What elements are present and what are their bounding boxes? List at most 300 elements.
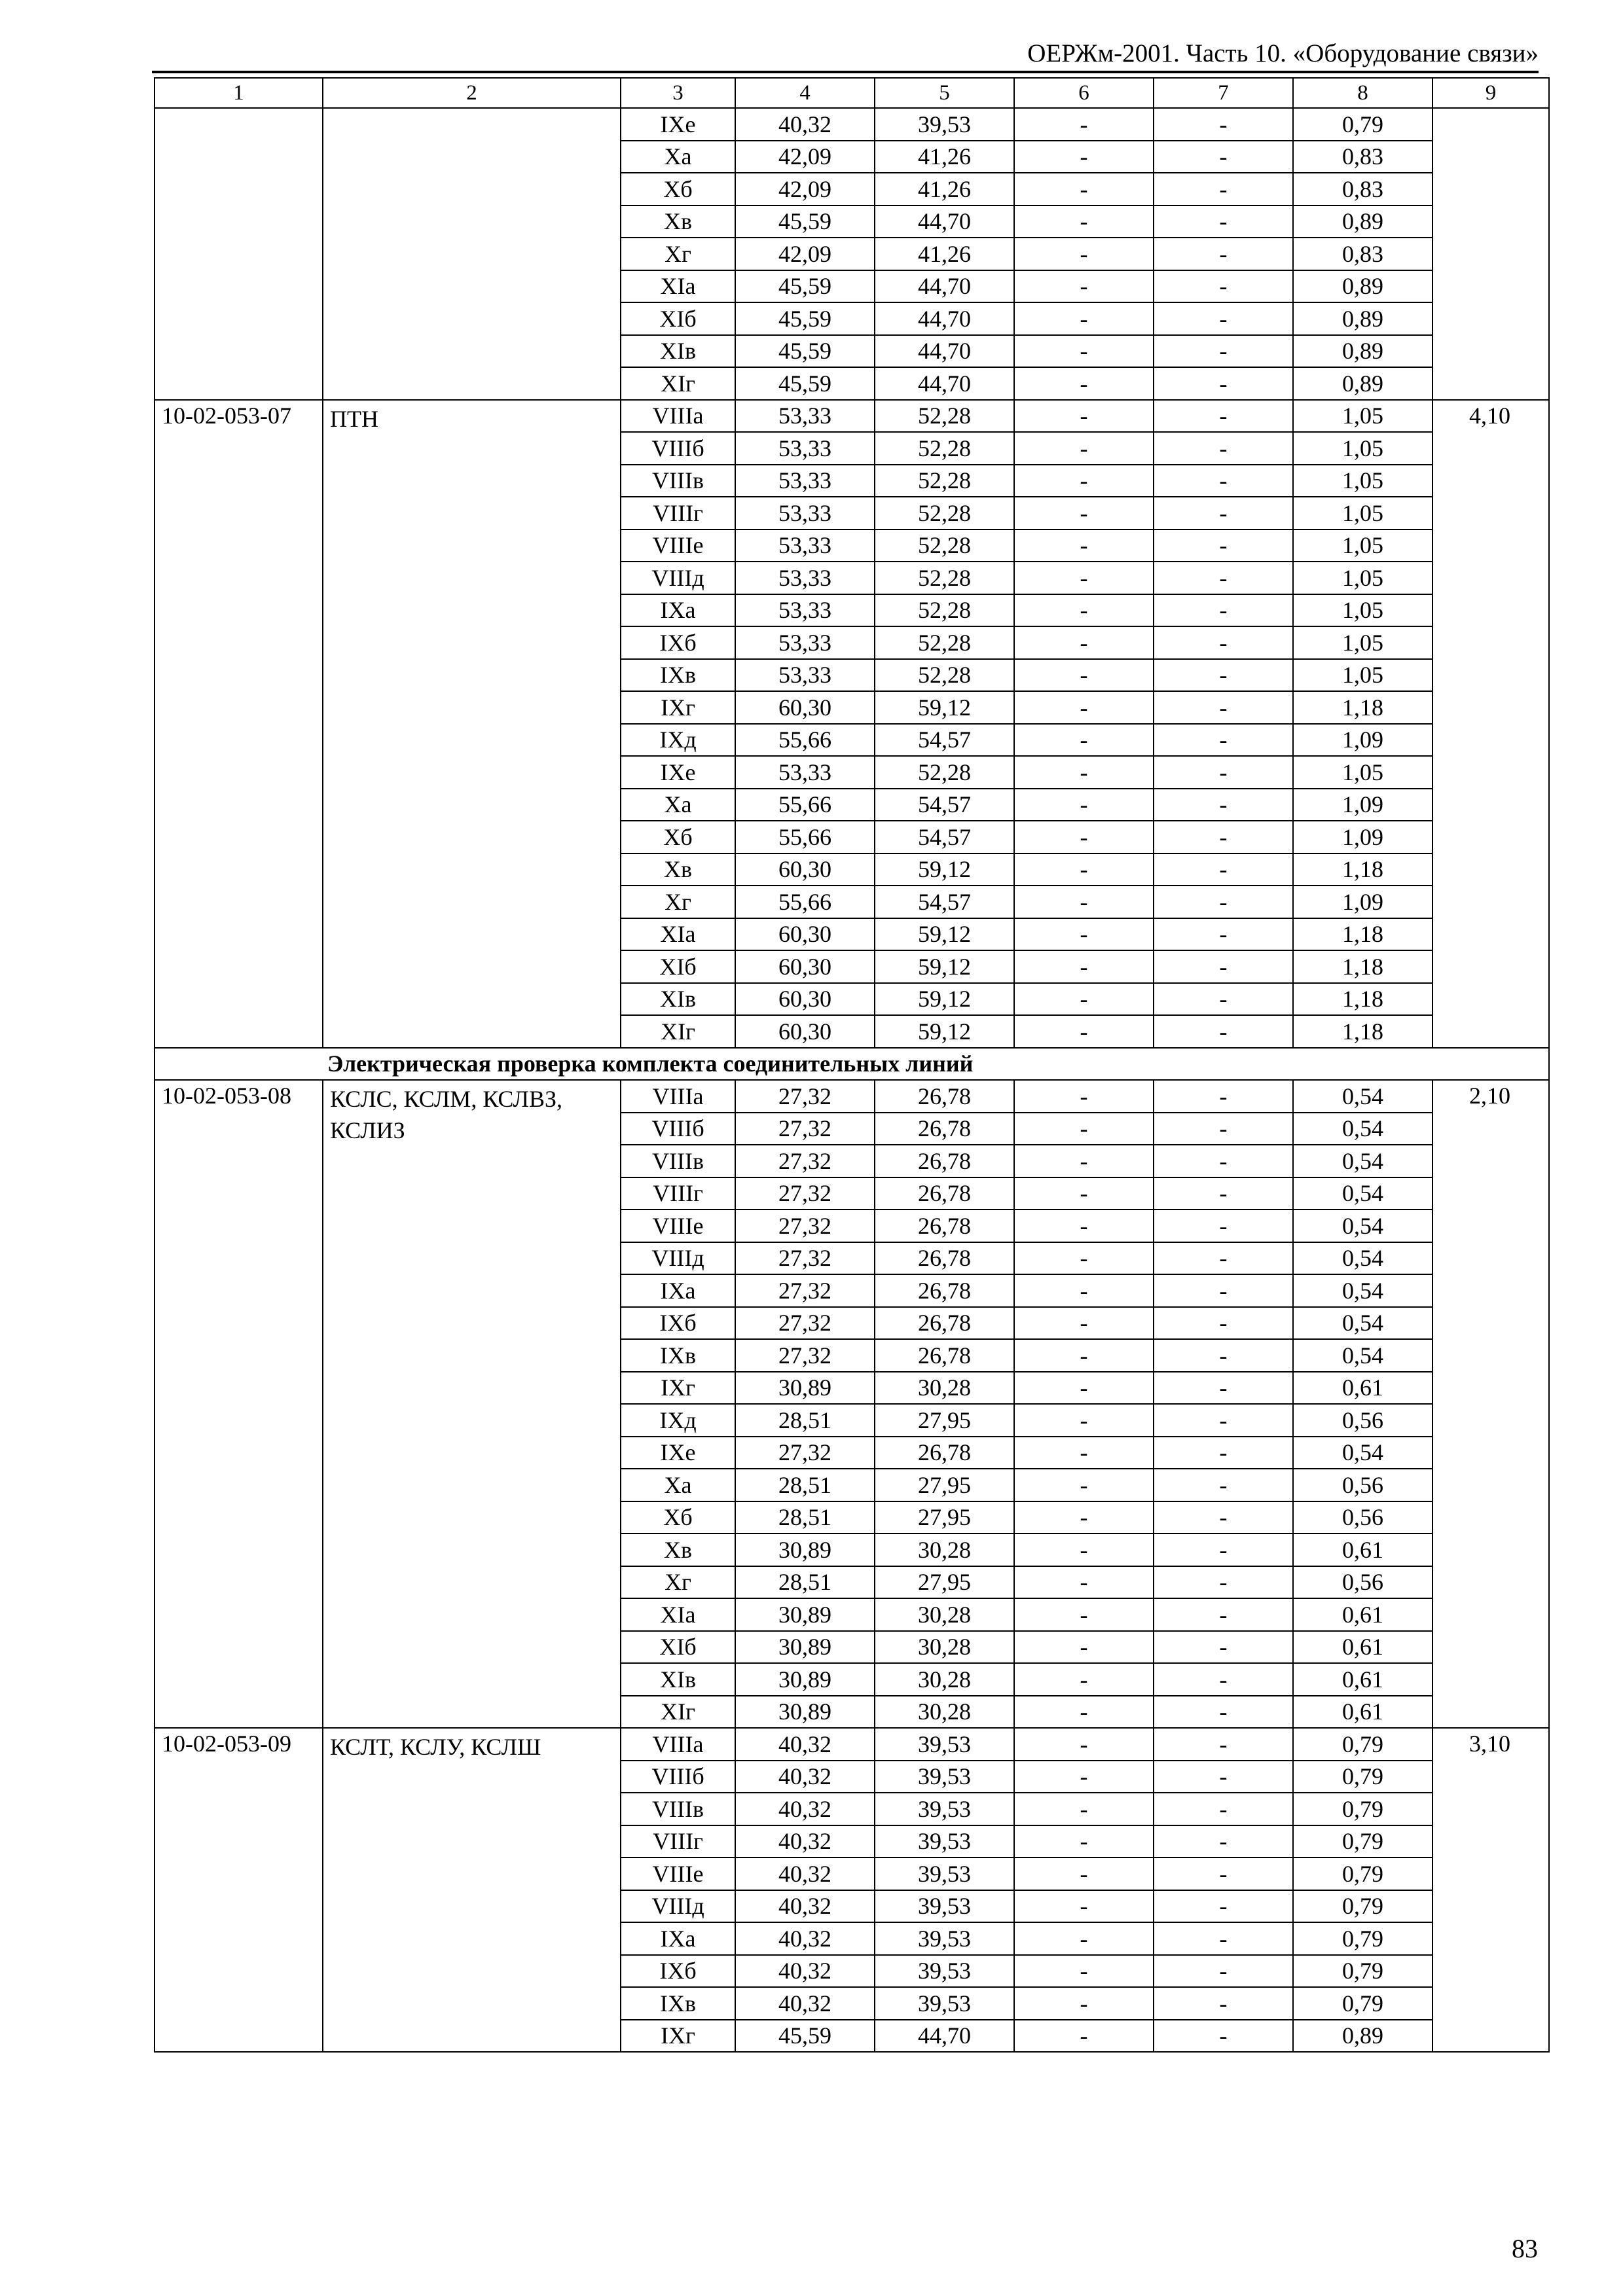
category-cell: IXв (621, 1339, 735, 1372)
value-cell: - (1014, 1372, 1154, 1405)
value-cell: - (1154, 1598, 1293, 1631)
rate-code: 10-02-053-08 (155, 1080, 323, 1728)
value-cell: - (1014, 1113, 1154, 1145)
value-cell: 53,33 (735, 594, 875, 627)
value-cell: - (1154, 1890, 1293, 1923)
value-cell: 1,05 (1293, 756, 1432, 789)
value-cell: 1,05 (1293, 562, 1432, 594)
value-cell: 30,89 (735, 1631, 875, 1664)
value-cell: 52,28 (875, 756, 1014, 789)
value-cell: 39,53 (875, 1987, 1014, 2020)
category-cell: XIг (621, 1015, 735, 1048)
value-cell: 55,66 (735, 821, 875, 853)
value-cell: - (1014, 1631, 1154, 1664)
value-cell: 52,28 (875, 562, 1014, 594)
category-cell: IXa (621, 1274, 735, 1307)
category-cell: XIб (621, 1631, 735, 1664)
category-cell: XIг (621, 367, 735, 400)
category-cell: XIв (621, 983, 735, 1016)
value-cell: 60,30 (735, 853, 875, 886)
value-cell: 26,78 (875, 1113, 1014, 1145)
value-cell: 0,79 (1293, 1922, 1432, 1955)
value-cell: - (1014, 918, 1154, 951)
value-cell: - (1154, 1437, 1293, 1469)
value-cell: 44,70 (875, 206, 1014, 238)
value-cell: - (1014, 950, 1154, 983)
value-cell: 0,89 (1293, 2020, 1432, 2053)
value-cell: 0,79 (1293, 1890, 1432, 1923)
category-cell: Xг (621, 238, 735, 270)
value-cell: 53,33 (735, 400, 875, 433)
value-cell: 45,59 (735, 2020, 875, 2053)
value-cell: 0,54 (1293, 1339, 1432, 1372)
category-cell: IXa (621, 1922, 735, 1955)
value-cell: - (1014, 2020, 1154, 2053)
value-cell: - (1154, 1663, 1293, 1696)
category-cell: Xв (621, 1534, 735, 1566)
column-header: 7 (1154, 78, 1293, 108)
value-cell: - (1014, 626, 1154, 659)
value-cell: 39,53 (875, 1793, 1014, 1825)
value-cell: 1,05 (1293, 659, 1432, 692)
value-cell: - (1154, 853, 1293, 886)
value-cell: 0,79 (1293, 1793, 1432, 1825)
value-cell: 0,89 (1293, 270, 1432, 303)
value-cell: 55,66 (735, 886, 875, 918)
category-cell: Xб (621, 1501, 735, 1534)
value-cell: - (1154, 1728, 1293, 1761)
value-cell: 0,56 (1293, 1469, 1432, 1501)
value-cell: 28,51 (735, 1501, 875, 1534)
value-cell: - (1154, 302, 1293, 335)
rate-code: 10-02-053-09 (155, 1728, 323, 2052)
value-cell: 52,28 (875, 465, 1014, 497)
value-cell: 0,54 (1293, 1113, 1432, 1145)
value-cell: - (1014, 1210, 1154, 1242)
category-cell: XIг (621, 1696, 735, 1729)
value-cell: 44,70 (875, 302, 1014, 335)
document-title: ОЕРЖм-2001. Часть 10. «Оборудование связи» (1027, 39, 1539, 67)
value-cell: 0,89 (1293, 302, 1432, 335)
value-cell: 41,26 (875, 238, 1014, 270)
value-cell: - (1014, 853, 1154, 886)
value-cell: - (1014, 1404, 1154, 1437)
value-cell: 0,89 (1293, 206, 1432, 238)
value-cell: - (1014, 432, 1154, 465)
value-cell: - (1014, 302, 1154, 335)
value-cell: 0,61 (1293, 1372, 1432, 1405)
value-cell: 45,59 (735, 270, 875, 303)
value-cell: - (1014, 238, 1154, 270)
category-cell: VIIIб (621, 432, 735, 465)
value-cell: 30,89 (735, 1696, 875, 1729)
value-cell: 52,28 (875, 594, 1014, 627)
value-cell: 52,28 (875, 529, 1014, 562)
category-cell: IXa (621, 594, 735, 627)
value-cell: - (1014, 270, 1154, 303)
value-cell: - (1154, 2020, 1293, 2053)
category-cell: XIa (621, 1598, 735, 1631)
value-cell: - (1154, 1631, 1293, 1664)
value-cell: - (1154, 1372, 1293, 1405)
value-cell: - (1154, 1987, 1293, 2020)
value-cell: 1,05 (1293, 497, 1432, 529)
value-cell: 28,51 (735, 1566, 875, 1599)
value-cell: 0,54 (1293, 1080, 1432, 1113)
value-cell: 26,78 (875, 1339, 1014, 1372)
value-cell: 54,57 (875, 886, 1014, 918)
value-cell: 39,53 (875, 1857, 1014, 1890)
value-cell: 27,32 (735, 1274, 875, 1307)
value-cell: - (1014, 1080, 1154, 1113)
value-cell: 1,18 (1293, 853, 1432, 886)
value-cell: 53,33 (735, 562, 875, 594)
value-cell: 52,28 (875, 497, 1014, 529)
value-cell: - (1154, 724, 1293, 757)
value-cell: 39,53 (875, 1761, 1014, 1793)
value-cell: 0,83 (1293, 173, 1432, 206)
value-cell: 30,89 (735, 1534, 875, 1566)
value-cell: 53,33 (735, 497, 875, 529)
column-9-value (1432, 108, 1549, 400)
value-cell: - (1014, 206, 1154, 238)
value-cell: - (1014, 465, 1154, 497)
value-cell: 1,05 (1293, 432, 1432, 465)
value-cell: - (1154, 691, 1293, 724)
work-name: КСЛС, КСЛМ, КСЛВЗ, КСЛИЗ (323, 1080, 621, 1728)
value-cell: 0,54 (1293, 1307, 1432, 1340)
value-cell: 54,57 (875, 724, 1014, 757)
value-cell: - (1154, 400, 1293, 433)
value-cell: - (1014, 691, 1154, 724)
value-cell: 0,56 (1293, 1566, 1432, 1599)
value-cell: 41,26 (875, 141, 1014, 173)
value-cell: - (1154, 821, 1293, 853)
value-cell: 0,61 (1293, 1631, 1432, 1664)
value-cell: - (1154, 1404, 1293, 1437)
category-cell: VIIIa (621, 400, 735, 433)
table-row (155, 400, 1549, 433)
column-header: 5 (875, 78, 1014, 108)
category-cell: XIa (621, 270, 735, 303)
value-cell: 60,30 (735, 918, 875, 951)
value-cell: 40,32 (735, 1793, 875, 1825)
value-cell: 30,28 (875, 1631, 1014, 1664)
value-cell: 0,56 (1293, 1404, 1432, 1437)
value-cell: - (1014, 1728, 1154, 1761)
value-cell: - (1154, 1274, 1293, 1307)
category-cell: XIв (621, 1663, 735, 1696)
value-cell: - (1014, 108, 1154, 141)
value-cell: 1,18 (1293, 918, 1432, 951)
value-cell: 59,12 (875, 950, 1014, 983)
value-cell: - (1014, 1469, 1154, 1501)
value-cell: - (1014, 724, 1154, 757)
value-cell: 27,95 (875, 1566, 1014, 1599)
value-cell: - (1014, 1437, 1154, 1469)
rate-code: 10-02-053-07 (155, 400, 323, 1048)
value-cell: 1,18 (1293, 1015, 1432, 1048)
value-cell: 60,30 (735, 1015, 875, 1048)
value-cell: 30,28 (875, 1372, 1014, 1405)
value-cell: 42,09 (735, 141, 875, 173)
section-heading-row (155, 1048, 1549, 1081)
value-cell: - (1154, 335, 1293, 368)
value-cell: - (1014, 1987, 1154, 2020)
value-cell: 27,32 (735, 1113, 875, 1145)
value-cell: 44,70 (875, 367, 1014, 400)
value-cell: - (1014, 1501, 1154, 1534)
category-cell: IXe (621, 108, 735, 141)
category-cell: XIв (621, 335, 735, 368)
value-cell: 27,32 (735, 1307, 875, 1340)
value-cell: - (1154, 1825, 1293, 1858)
value-cell: - (1154, 108, 1293, 141)
value-cell: 40,32 (735, 1728, 875, 1761)
category-cell: VIIIe (621, 529, 735, 562)
category-cell: VIIIa (621, 1728, 735, 1761)
value-cell: 40,32 (735, 1890, 875, 1923)
value-cell: - (1154, 983, 1293, 1016)
value-cell: 45,59 (735, 302, 875, 335)
value-cell: 60,30 (735, 983, 875, 1016)
value-cell: 59,12 (875, 918, 1014, 951)
category-cell: VIIIв (621, 1793, 735, 1825)
value-cell: 40,32 (735, 1825, 875, 1858)
value-cell: 40,32 (735, 108, 875, 141)
value-cell: 27,95 (875, 1404, 1014, 1437)
category-cell: IXд (621, 724, 735, 757)
value-cell: - (1014, 1598, 1154, 1631)
value-cell: 1,05 (1293, 465, 1432, 497)
table-row (155, 1728, 1549, 1761)
value-cell: - (1014, 886, 1154, 918)
value-cell: - (1014, 1177, 1154, 1210)
value-cell: 1,18 (1293, 983, 1432, 1016)
value-cell: - (1154, 465, 1293, 497)
value-cell: 39,53 (875, 108, 1014, 141)
value-cell: 0,56 (1293, 1501, 1432, 1534)
value-cell: 53,33 (735, 659, 875, 692)
value-cell: - (1014, 1534, 1154, 1566)
value-cell: 39,53 (875, 1955, 1014, 1988)
value-cell: 44,70 (875, 2020, 1014, 2053)
value-cell: - (1154, 1534, 1293, 1566)
category-cell: IXг (621, 691, 735, 724)
value-cell: 26,78 (875, 1145, 1014, 1177)
value-cell: 52,28 (875, 659, 1014, 692)
value-cell: - (1154, 950, 1293, 983)
value-cell: 39,53 (875, 1922, 1014, 1955)
value-cell: - (1154, 432, 1293, 465)
value-cell: 40,32 (735, 1857, 875, 1890)
value-cell: - (1014, 1145, 1154, 1177)
value-cell: 26,78 (875, 1242, 1014, 1275)
value-cell: - (1154, 1339, 1293, 1372)
category-cell: IXв (621, 1987, 735, 2020)
value-cell: - (1154, 1210, 1293, 1242)
value-cell: - (1154, 238, 1293, 270)
value-cell: 30,89 (735, 1663, 875, 1696)
value-cell: 40,32 (735, 1987, 875, 2020)
value-cell: - (1014, 497, 1154, 529)
value-cell: 26,78 (875, 1210, 1014, 1242)
category-cell: IXб (621, 1307, 735, 1340)
value-cell: 0,79 (1293, 1728, 1432, 1761)
page-number: 83 (1512, 2234, 1538, 2263)
value-cell: - (1154, 529, 1293, 562)
value-cell: 1,05 (1293, 594, 1432, 627)
value-cell: 26,78 (875, 1177, 1014, 1210)
category-cell: IXe (621, 756, 735, 789)
value-cell: 53,33 (735, 432, 875, 465)
value-cell: - (1154, 1793, 1293, 1825)
category-cell: Xб (621, 821, 735, 853)
column-9-value: 2,10 (1432, 1080, 1549, 1728)
value-cell: - (1014, 529, 1154, 562)
value-cell: - (1014, 1922, 1154, 1955)
value-cell: - (1014, 789, 1154, 821)
value-cell: - (1154, 141, 1293, 173)
column-header: 6 (1014, 78, 1154, 108)
value-cell: 0,79 (1293, 1857, 1432, 1890)
value-cell: - (1154, 886, 1293, 918)
value-cell: 60,30 (735, 691, 875, 724)
value-cell: - (1014, 983, 1154, 1016)
category-cell: VIIIe (621, 1857, 735, 1890)
category-cell: IXд (621, 1404, 735, 1437)
column-9-value: 4,10 (1432, 400, 1549, 1048)
value-cell: 59,12 (875, 691, 1014, 724)
value-cell: 59,12 (875, 1015, 1014, 1048)
value-cell: - (1154, 1469, 1293, 1501)
value-cell: - (1014, 1857, 1154, 1890)
value-cell: 0,79 (1293, 1955, 1432, 1988)
value-cell: - (1154, 1696, 1293, 1729)
column-header: 2 (323, 78, 621, 108)
rate-code (155, 108, 323, 400)
value-cell: 40,32 (735, 1922, 875, 1955)
category-cell: VIIIв (621, 1145, 735, 1177)
category-cell: VIIIг (621, 1177, 735, 1210)
category-cell: IXб (621, 1955, 735, 1988)
category-cell: XIб (621, 950, 735, 983)
value-cell: - (1154, 1307, 1293, 1340)
value-cell: 27,32 (735, 1437, 875, 1469)
value-cell: 0,83 (1293, 238, 1432, 270)
value-cell: 1,18 (1293, 950, 1432, 983)
value-cell: - (1154, 594, 1293, 627)
value-cell: 27,32 (735, 1339, 875, 1372)
value-cell: - (1014, 1761, 1154, 1793)
column-header: 3 (621, 78, 735, 108)
value-cell: - (1154, 1080, 1293, 1113)
value-cell: - (1154, 1113, 1293, 1145)
value-cell: 40,32 (735, 1955, 875, 1988)
work-name: ПТН (323, 400, 621, 1048)
value-cell: 45,59 (735, 335, 875, 368)
category-cell: VIIIд (621, 1242, 735, 1275)
value-cell: - (1014, 400, 1154, 433)
category-cell: Xa (621, 141, 735, 173)
column-header: 8 (1293, 78, 1432, 108)
category-cell: VIIIб (621, 1761, 735, 1793)
value-cell: 0,54 (1293, 1177, 1432, 1210)
value-cell: 30,28 (875, 1663, 1014, 1696)
value-cell: - (1014, 821, 1154, 853)
value-cell: 30,28 (875, 1534, 1014, 1566)
column-header: 1 (155, 78, 323, 108)
value-cell: - (1154, 626, 1293, 659)
value-cell: - (1154, 1922, 1293, 1955)
value-cell: - (1014, 1566, 1154, 1599)
category-cell: IXв (621, 659, 735, 692)
value-cell: - (1014, 141, 1154, 173)
category-cell: IXб (621, 626, 735, 659)
value-cell: 52,28 (875, 626, 1014, 659)
value-cell: 0,79 (1293, 1825, 1432, 1858)
value-cell: 30,89 (735, 1372, 875, 1405)
value-cell: 27,32 (735, 1080, 875, 1113)
value-cell: 1,05 (1293, 400, 1432, 433)
value-cell: - (1014, 1307, 1154, 1340)
value-cell: 1,09 (1293, 789, 1432, 821)
value-cell: 0,89 (1293, 367, 1432, 400)
column-header: 4 (735, 78, 875, 108)
value-cell: - (1014, 562, 1154, 594)
category-cell: Xв (621, 206, 735, 238)
value-cell: 0,79 (1293, 108, 1432, 141)
category-cell: XIa (621, 918, 735, 951)
value-cell: - (1154, 756, 1293, 789)
category-cell: Xa (621, 789, 735, 821)
value-cell: 27,95 (875, 1501, 1014, 1534)
category-cell: IXг (621, 1372, 735, 1405)
category-cell: VIIIв (621, 465, 735, 497)
value-cell: 0,79 (1293, 1987, 1432, 2020)
value-cell: 0,54 (1293, 1145, 1432, 1177)
rates-table (154, 77, 1550, 2053)
table-row (155, 108, 1549, 141)
value-cell: 44,70 (875, 335, 1014, 368)
value-cell: 27,32 (735, 1210, 875, 1242)
value-cell: - (1014, 1339, 1154, 1372)
value-cell: 52,28 (875, 432, 1014, 465)
column-number-row (155, 78, 1549, 108)
category-cell: VIIIб (621, 1113, 735, 1145)
value-cell: 44,70 (875, 270, 1014, 303)
category-cell: Xг (621, 1566, 735, 1599)
value-cell: 45,59 (735, 206, 875, 238)
category-cell: Xг (621, 886, 735, 918)
category-cell: IXг (621, 2020, 735, 2053)
category-cell: Xв (621, 853, 735, 886)
value-cell: 42,09 (735, 173, 875, 206)
value-cell: 0,54 (1293, 1242, 1432, 1275)
value-cell: 54,57 (875, 821, 1014, 853)
value-cell: - (1154, 1857, 1293, 1890)
value-cell: 1,05 (1293, 529, 1432, 562)
value-cell: 59,12 (875, 983, 1014, 1016)
value-cell: - (1154, 270, 1293, 303)
value-cell: 26,78 (875, 1437, 1014, 1469)
value-cell: 0,54 (1293, 1210, 1432, 1242)
value-cell: 30,89 (735, 1598, 875, 1631)
value-cell: - (1154, 789, 1293, 821)
value-cell: 53,33 (735, 529, 875, 562)
value-cell: - (1014, 1825, 1154, 1858)
value-cell: - (1014, 1696, 1154, 1729)
